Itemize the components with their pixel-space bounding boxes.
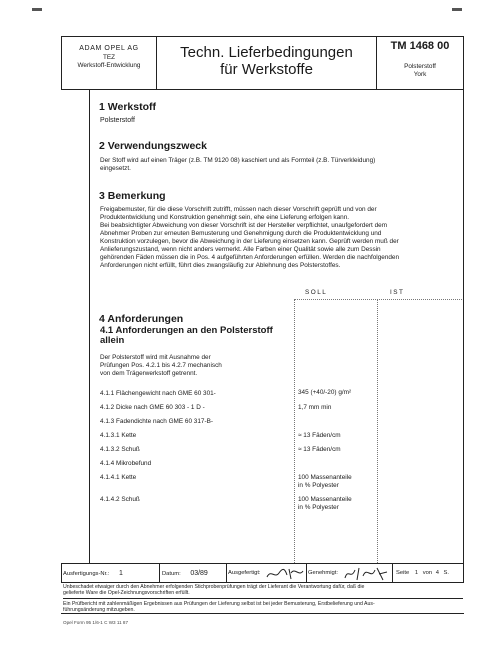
soll-column-separator xyxy=(294,299,295,563)
section-3-title: 3 Bemerkung xyxy=(99,190,166,202)
soll-column-header: SOLL xyxy=(305,289,328,296)
requirement-label: 4.1.4.1 Kette xyxy=(100,474,137,481)
requirement-soll: ≈ 13 Fäden/cm xyxy=(298,432,341,439)
section-4-1-intro-line: Der Polsterstoff wird mit Ausnahme der xyxy=(100,354,211,361)
form-code: Opel Form 95 1/6-1 C W3 11 87 xyxy=(63,620,129,625)
requirement-soll xyxy=(298,474,352,490)
department-code: TEZ xyxy=(102,53,116,61)
requirement-label: 4.1.3.1 Kette xyxy=(100,432,137,439)
soll-ist-header-rule xyxy=(294,299,462,300)
requirement-soll: 1,7 mm min xyxy=(298,404,332,411)
requirement-soll-line-2: in % Polyester xyxy=(298,482,339,489)
section-3-line: Abnehmer Proben zur erneuten Bemusterung und Genehmigung durch die Produktentwicklung und xyxy=(100,230,382,237)
requirement-label: 4.1.1 Flächengewicht nach GME 60 301- xyxy=(100,390,216,397)
section-4-1-title-line-2: allein xyxy=(100,335,125,346)
material-variant: York xyxy=(413,71,427,78)
section-4-1-title xyxy=(100,326,290,346)
requirement-label: 4.1.4.2 Schuß xyxy=(100,496,140,503)
seite-value: 1 xyxy=(414,570,419,576)
section-2-text xyxy=(100,157,460,173)
footer-note-line: Ein Prüfbericht mit zahlenmäßigen Ergebnissen aus Prüfungen der Lieferung selbst ist bei jeder Bemusterung, Erstbelieferung und Aus- xyxy=(63,600,375,607)
requirement-label: 4.1.4 Mikrobefund xyxy=(100,460,152,467)
body-frame-right xyxy=(463,89,464,564)
seite-label: Seite xyxy=(396,570,410,576)
ist-column-header: IST xyxy=(390,289,405,296)
footer-note-line: führungsänderung mitzugeben. xyxy=(63,607,135,614)
footer-note xyxy=(63,584,463,614)
section-3-line: gehörenden Fäden müssen die in Pos. 4 aufgeführten Anforderungen erfüllen. Werden die nachfolgenden xyxy=(100,254,400,261)
section-3-line: Anforderungen nicht erfüllt, führt dies zwangsläufig zur Ablehnung des Polsterstoffes. xyxy=(100,262,341,269)
company-name: ADAM OPEL AG xyxy=(79,45,139,52)
page-field xyxy=(396,570,449,577)
genehmigt-field xyxy=(308,570,338,577)
datum-label: Datum: xyxy=(162,571,181,577)
requirement-soll-line-1: 100 Massenanteile xyxy=(298,474,352,481)
footer-note-line: Unbeschadet etwaiger durch den Abnehmer erfolgenden Stichprobenprüfungen trägt der Lieferant die Verantwortung dafür, daß die xyxy=(63,584,365,590)
pages-unit: S. xyxy=(443,570,450,576)
section-3-line: Anlieferungszustand, wenn nicht anders vermerkt. Alle Farben einer Qualität sowie alle zum Dessin xyxy=(100,246,381,253)
requirement-soll: 345 (+40/-20) g/m² xyxy=(298,389,352,396)
company-block xyxy=(62,45,156,70)
ausfertigung-label: Ausfertigungs-Nr.: xyxy=(63,571,110,577)
requirement-soll-line-1: 100 Massenanteile xyxy=(298,496,352,503)
requirement-soll: ≈ 13 Fäden/cm xyxy=(298,446,341,453)
ist-column-separator xyxy=(377,299,378,563)
department-name: Werkstoff-Entwicklung xyxy=(77,61,141,69)
datum-value: 03/89 xyxy=(190,570,208,577)
doc-number: TM 1468 00 xyxy=(390,40,450,52)
requirement-soll-line-2: in % Polyester xyxy=(298,504,339,511)
section-4-1-intro xyxy=(100,354,290,378)
section-1-title: 1 Werkstoff xyxy=(99,101,156,113)
ausgefertigt-field xyxy=(228,570,261,577)
material-name: Polsterstoff xyxy=(404,63,436,70)
von-value: 4 xyxy=(435,570,439,576)
requirement-soll xyxy=(298,496,352,512)
document-title xyxy=(157,44,376,78)
genehmigt-label: Genehmigt: xyxy=(308,570,338,576)
body-frame-left xyxy=(89,89,90,564)
section-3-line: Freigabemuster, für die diese Vorschrift zutrifft, müssen nach dieser Vorschrift geprüft und von der xyxy=(100,206,377,213)
scan-mark-right xyxy=(452,8,462,11)
datum-field xyxy=(162,570,208,578)
footer-bottom-rule xyxy=(61,613,464,614)
section-3-line: Bei beabsichtigter Abweichung von dieser Vorschrift ist der Hersteller verpflichtet, unaufgefordert dem xyxy=(100,222,388,229)
title-line-1: Techn. Lieferbedingungen xyxy=(180,44,353,61)
section-4-1-intro-line: Prüfungen Pos. 4.2.1 bis 4.2.7 mechanisch xyxy=(100,362,222,369)
section-3-line: Konstruktion vorzulegen, bevor die Abweichung in der Lieferung einsetzen kann. Geprüft werden muß der xyxy=(100,238,399,245)
section-2-line-1: Der Stoff wird auf einen Träger (z.B. TM 9120 08) kaschiert und als Formteil (z.B. Türverkleidung) xyxy=(100,157,376,164)
doc-number-block xyxy=(377,40,463,79)
title-line-2: für Werkstoffe xyxy=(220,61,313,78)
requirement-label: 4.1.3 Fadendichte nach GME 60 317-B- xyxy=(100,418,213,425)
ausgefertigt-signature xyxy=(265,565,305,581)
ausgefertigt-label: Ausgefertigt: xyxy=(228,570,261,576)
section-2-title: 2 Verwendungszweck xyxy=(99,140,207,152)
section-3-line: Produktentwicklung und Konstruktion genehmigt sein, ehe eine Lieferung erfolgen kann. xyxy=(100,214,350,221)
section-4-1-title-line-1: 4.1 Anforderungen an den Polsterstoff xyxy=(100,325,273,336)
footer-note-line: gelieferte Ware die Opel-Zeichnungsvorschriften erfüllt. xyxy=(63,590,190,597)
requirement-label: 4.1.2 Dicke nach GME 60 303 - 1 D - xyxy=(100,404,205,411)
section-2-line-2: eingesetzt. xyxy=(100,165,131,172)
von-label: von xyxy=(422,570,433,576)
requirement-label: 4.1.3.2 Schuß xyxy=(100,446,140,453)
section-3-text xyxy=(100,206,460,270)
section-1-text: Polsterstoff xyxy=(100,117,135,124)
ausfertigung-value: 1 xyxy=(119,570,123,577)
section-4-1-intro-line: von dem Trägerwerkstoff getrennt. xyxy=(100,370,198,377)
section-4-title: 4 Anforderungen xyxy=(99,313,184,325)
scan-mark-left xyxy=(32,8,42,11)
ausfertigung-field xyxy=(63,570,123,578)
genehmigt-signature xyxy=(343,564,389,582)
